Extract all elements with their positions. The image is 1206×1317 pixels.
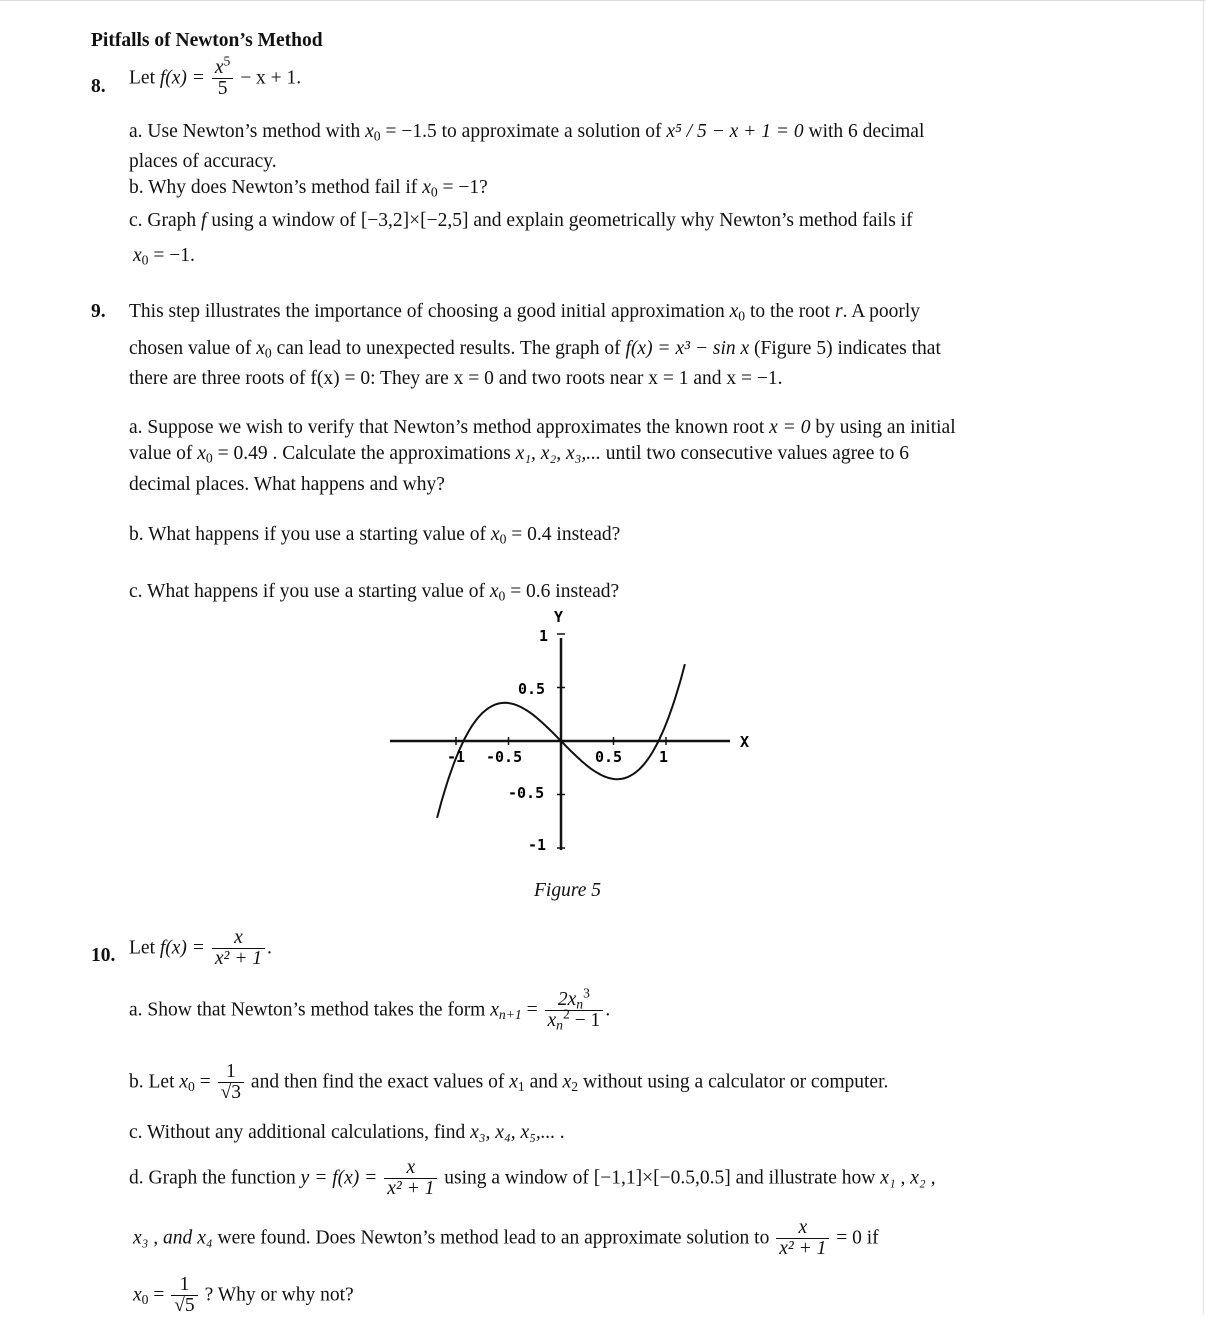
one-over-sqrt3: [218, 1062, 244, 1104]
text: = 0 if: [836, 1227, 879, 1249]
value: = −1?: [442, 177, 488, 198]
text: to the root: [749, 301, 831, 322]
figure-5-graph: [380, 600, 780, 860]
tick-label-x-neg1: -1: [447, 748, 466, 766]
problem-10b: b. Let $x_0$ = $\frac{1}{√3}$ and then find the exact values of $x_1$ and $x_2$ without using a calculator or computer.: [129, 1061, 889, 1104]
text: and explain geometrically why Newton’s method fails if: [473, 210, 913, 231]
tick-label-y-neg0.5: -0.5: [508, 784, 545, 802]
text: ? Why or why not?: [204, 1284, 354, 1306]
var-x1: x: [509, 1071, 518, 1093]
var-x2: x: [562, 1071, 572, 1093]
var-x4: x₄: [197, 1227, 213, 1249]
text: c. Graph: [129, 210, 197, 231]
function-tail: − x + 1.: [240, 67, 302, 89]
text: using a window of: [444, 1167, 589, 1189]
numerator: 2x: [557, 989, 577, 1010]
denominator: x² + 1: [387, 1178, 435, 1200]
text: d. Graph the function: [129, 1167, 296, 1189]
fraction-x-over-x2plus1: [384, 1158, 437, 1200]
text: b. Why does Newton’s method fail if: [129, 177, 418, 198]
text: = 0.4 instead?: [511, 524, 621, 545]
sequence: x₃, x₄, x₅,... .: [470, 1122, 566, 1143]
numerator: 1: [218, 1062, 244, 1083]
problem-8-number: 8.: [91, 76, 106, 97]
fraction-denominator: 5: [217, 78, 228, 100]
fraction-x5-over-5: [212, 53, 233, 100]
let-word: Let: [129, 67, 155, 89]
denominator: √3: [220, 1082, 242, 1104]
denominator: √5: [174, 1295, 195, 1317]
text: using a window of: [211, 210, 356, 231]
text: with 6 decimal: [808, 121, 925, 142]
tick-label-y-1: 1: [539, 627, 549, 645]
text: . A poorly: [842, 301, 921, 322]
var-x: x: [489, 581, 499, 602]
problem-8-statement: [129, 53, 302, 100]
problem-10d: [129, 1158, 935, 1200]
problem-8a-line1: a. Use Newton’s method with $x_0 = -1.5$ to approximate a solution of x⁵ / 5 − x + 1 = 0 with 6 decimal: [129, 121, 925, 144]
tick-label-x-neg0.5: -0.5: [486, 748, 523, 766]
var-x: x: [133, 1284, 142, 1306]
newton-iteration-fraction: $\frac{2x_n^3}{x_n^2 - 1}$: [545, 990, 604, 1032]
numerator: x: [776, 1218, 829, 1239]
problem-9a-line1: [129, 416, 956, 439]
text: and then find the exact values of: [250, 1071, 505, 1093]
equation: x⁵ / 5 − x + 1 = 0: [666, 121, 804, 142]
var-x: x: [729, 301, 739, 322]
text: and illustrate how: [735, 1167, 876, 1189]
top-border: [0, 0, 1206, 1]
window: [−3,2]×[−2,5]: [360, 210, 469, 231]
text: = 0.49 . Calculate the approximations: [217, 443, 511, 464]
function: f(x) = x³ − sin x: [625, 338, 750, 359]
text: until two consecutive values agree to 6: [605, 443, 910, 464]
problem-8b: b. Why does Newton’s method fail if $x_0 = -1$?: [129, 177, 488, 200]
sequence: x₃ , and: [133, 1227, 193, 1249]
text: a. Suppose we wish to verify that Newton’s method approximates the known root: [129, 417, 765, 438]
text: This step illustrates the importance of choosing a good initial approximation: [129, 301, 725, 322]
figure-caption: Figure 5: [534, 880, 601, 901]
tick-label-y-0.5: 0.5: [518, 680, 546, 698]
equation: x = 0: [769, 417, 811, 438]
sequence: x₁, x₂, x₃,...: [515, 443, 601, 464]
function-label: f(x) =: [159, 937, 205, 959]
problem-9a-line3: decimal places. What happens and why?: [129, 474, 445, 495]
one-over-sqrt5: [171, 1275, 197, 1317]
text: c. Without any additional calculations, find: [129, 1122, 466, 1143]
text: a. Show that Newton’s method takes the form: [129, 999, 486, 1021]
problem-9-line3: there are three roots of f(x) = 0: They are x = 0 and two roots near x = 1 and x = −1.: [129, 368, 783, 389]
var-x: x: [365, 121, 374, 142]
text: b. Let: [129, 1071, 175, 1093]
var-x: x: [490, 999, 499, 1021]
sequence: x₁ , x₂ ,: [880, 1167, 936, 1189]
text: = 0.6 instead?: [510, 581, 620, 602]
var-x: x: [179, 1071, 189, 1093]
tick-label-x-1: 1: [659, 748, 669, 766]
page-title: Pitfalls of Newton’s Method: [91, 30, 323, 51]
value: = −1.5: [385, 121, 437, 142]
y-axis-label: Y: [554, 608, 564, 626]
problem-9-number: 9.: [91, 301, 106, 322]
fraction-numerator: x: [214, 57, 224, 78]
problem-9-line2: chosen value of $x_0$ can lead to unexpected results. The graph of f(x) = x³ − sin x (Figure 5) indicates that: [129, 338, 941, 361]
value: = −1.: [153, 245, 195, 266]
var-r: r: [834, 301, 843, 322]
fraction-x-over-x2plus1: [776, 1218, 829, 1260]
problem-8a-line2: places of accuracy.: [129, 151, 277, 172]
x-axis-label: X: [740, 733, 750, 751]
text: without using a calculator or computer.: [582, 1071, 889, 1093]
problem-8c-line2: $x_0 = -1$.: [133, 245, 195, 268]
denominator-tail: − 1: [574, 1010, 601, 1032]
problem-10-statement: Let f(x) = $\frac{x}{\text{x² + 1}}$ .: [129, 927, 272, 970]
text: can lead to unexpected results. The graph of: [276, 338, 621, 359]
text: by using an initial: [815, 417, 956, 438]
problem-9-line1: This step illustrates the importance of choosing a good initial approximation $x_0$ to the root r. A poorly: [129, 301, 921, 324]
window: [−1,1]×[−0.5,0.5]: [593, 1167, 731, 1189]
numerator: 1: [171, 1275, 197, 1296]
problem-10c: [129, 1121, 565, 1144]
problem-9a-line2: value of $x_0 = 0.49$ . Calculate the approximations x₁, x₂, x₃,... until two consecutive values agree to 6: [129, 443, 910, 466]
var-f: f: [201, 210, 207, 231]
subscript: n+1: [498, 1006, 522, 1022]
text: (Figure 5) indicates that: [754, 338, 941, 359]
problem-10d-line2: [133, 1218, 879, 1260]
var-x: x: [133, 245, 142, 266]
text: value of: [129, 443, 193, 464]
function-label: f(x) =: [159, 67, 205, 89]
var-x: x: [197, 443, 206, 464]
denominator: x: [547, 1010, 557, 1032]
problem-9b: b. What happens if you use a starting value of $x_0 = 0.4$ instead?: [129, 524, 621, 547]
equation: y = f(x) =: [300, 1167, 378, 1189]
denominator: x² + 1: [779, 1238, 827, 1260]
tick-label-y-neg1: -1: [528, 836, 547, 854]
exponent: 5: [223, 53, 231, 69]
right-border: [1203, 0, 1204, 1314]
text: and: [529, 1071, 558, 1093]
var-x: x: [490, 524, 500, 545]
numerator: x: [384, 1158, 437, 1179]
var-x: x: [422, 177, 431, 198]
tick-label-x-0.5: 0.5: [595, 748, 623, 766]
problem-8c-line1: [129, 209, 913, 232]
text: chosen value of: [129, 338, 252, 359]
problem-10a: a. Show that Newton’s method takes the form $x_{n+1}$ = $\frac{2x_n^3}{x_n^2 - 1}$ .: [129, 985, 611, 1033]
text: to approximate a solution of: [441, 121, 662, 142]
problem-10-number: 10.: [91, 945, 116, 966]
text: were found. Does Newton’s method lead to an approximate solution to: [217, 1227, 770, 1249]
text: b. What happens if you use a starting value of: [129, 524, 487, 545]
var-x: x: [256, 338, 265, 359]
fraction-denominator: x² + 1: [214, 948, 262, 970]
fraction-x-over-x2plus1: [212, 928, 265, 970]
text: c. What happens if you use a starting value of: [129, 581, 485, 602]
let-word: Let: [129, 937, 155, 959]
problem-9c: c. What happens if you use a starting value of $x_0 = 0.6$ instead?: [129, 581, 620, 604]
fraction-numerator: x: [212, 928, 265, 949]
problem-10d-line3: $x_0$ = $\frac{1}{√5}$ ? Why or why not?: [133, 1274, 354, 1317]
text: a. Use Newton’s method with: [129, 121, 361, 142]
